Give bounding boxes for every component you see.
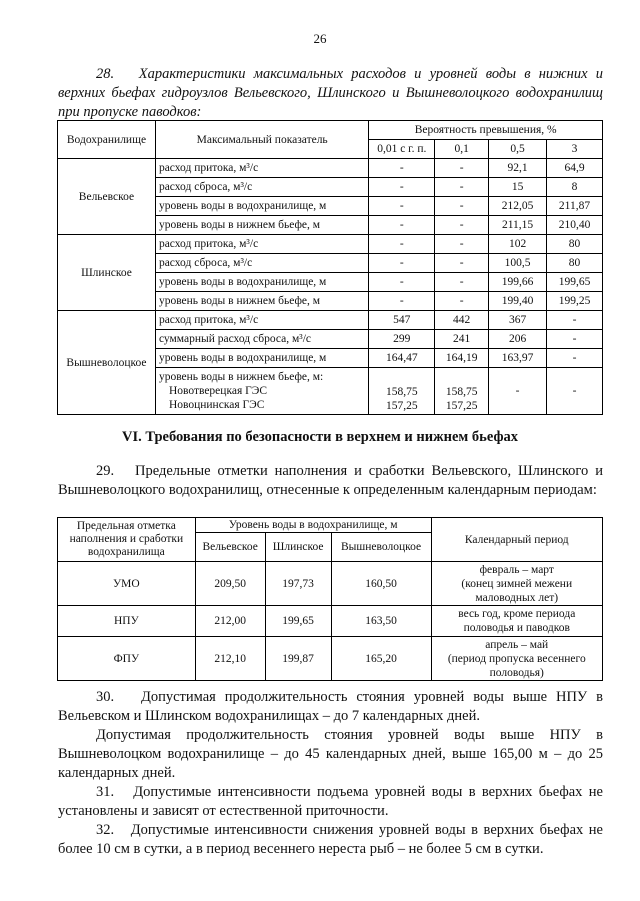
indicator-label-multiline (155, 368, 368, 415)
value-cell: - (547, 368, 603, 415)
indicator-label: уровень воды в нижнем бьефе, м (155, 292, 368, 311)
period-cell (431, 606, 602, 637)
value-cell: 210,40 (547, 216, 603, 235)
value-cell: 102 (489, 235, 547, 254)
value-cell: 209,50 (195, 562, 265, 606)
value-cell: 163,50 (331, 606, 431, 637)
value-cell: 164,19 (435, 349, 489, 368)
header-mark: Предельная отметка наполнения и сработки водохранилища (58, 518, 196, 562)
table-row (58, 311, 603, 330)
header-p001: 0,01 с г. п. (369, 140, 435, 159)
value-cell: - (369, 235, 435, 254)
table-row (58, 562, 603, 606)
period-line: весь год, кроме периода (458, 608, 576, 620)
reservoir-name: Вельевское (58, 159, 156, 235)
value-cell: 163,97 (489, 349, 547, 368)
header-shlin: Шлинское (265, 533, 331, 562)
value-line: 157,25 (445, 400, 478, 412)
table-row (58, 235, 603, 254)
paragraph-29: 29. Предельные отметки наполнения и сработки Вельевского, Шлинского и Вышневолоцкого водохранилищ, отнесенные к определенным календарным периодам: (58, 463, 603, 498)
value-cell: 164,47 (369, 349, 435, 368)
value-cell: - (435, 292, 489, 311)
value-cell: 547 (369, 311, 435, 330)
value-cell: - (369, 216, 435, 235)
value-cell: - (435, 197, 489, 216)
period-line: (период пропуска весеннего (447, 652, 586, 665)
table-row (58, 159, 603, 178)
reservoir-name: Вышневолоцкое (58, 311, 156, 415)
paragraph-31: 31. Допустимые интенсивности подъема уровней воды в верхних бьефах не установлены и зависят от естественной приточности. (58, 784, 603, 819)
value-line: 158,75 (445, 386, 478, 398)
sub-station-1: Новотверецкая ГЭС (168, 385, 268, 397)
value-cell: - (369, 197, 435, 216)
value-cell: - (547, 311, 603, 330)
value-cell: - (369, 159, 435, 178)
value-cell: 199,40 (489, 292, 547, 311)
value-cell: 199,66 (489, 273, 547, 292)
header-p05: 0,5 (489, 140, 547, 159)
indicator-label: расход притока, м³/с (155, 159, 368, 178)
fill-drawdown-marks-table (57, 517, 603, 681)
value-cell: 211,15 (489, 216, 547, 235)
value-cell: - (547, 330, 603, 349)
mark-cell: УМО (58, 562, 196, 606)
value-cell: - (369, 254, 435, 273)
period-line: (конец зимней межени (461, 577, 573, 590)
value-line: 157,25 (385, 400, 418, 412)
value-cell: - (489, 368, 547, 415)
paragraph-30: 30. Допустимая продолжительность стояния уровней воды выше НПУ в Вельевском и Шлинском водохранилищах – до 7 календарных дней. (58, 689, 603, 724)
period-line: половодья и паводков (463, 622, 570, 634)
value-cell: 199,87 (265, 637, 331, 681)
value-cell: - (435, 159, 489, 178)
value-cell: 206 (489, 330, 547, 349)
value-cell: - (369, 292, 435, 311)
header-level: Уровень воды в водохранилище, м (195, 518, 431, 533)
value-cell: 15 (489, 178, 547, 197)
header-indicator: Максимальный показатель (155, 121, 368, 159)
indicator-label: расход сброса, м³/с (155, 178, 368, 197)
period-cell (431, 562, 602, 606)
value-cell (369, 368, 435, 415)
value-cell: - (435, 254, 489, 273)
mark-cell: НПУ (58, 606, 196, 637)
paragraph-28: 28. Характеристики максимальных расходов и уровней воды в нижних и верхних бьефах гидроузлов Вельевского, Шлинского и Вышневолоцкого водохранилищ при пропуске паводков: (58, 66, 603, 120)
indicator-label: уровень воды в водохранилище, м (155, 197, 368, 216)
value-cell: - (435, 216, 489, 235)
value-cell: - (369, 273, 435, 292)
value-cell: 212,00 (195, 606, 265, 637)
value-cell: 241 (435, 330, 489, 349)
value-cell: 199,65 (547, 273, 603, 292)
indicator-label: расход сброса, м³/с (155, 254, 368, 273)
value-cell: 367 (489, 311, 547, 330)
mark-cell: ФПУ (58, 637, 196, 681)
header-velev: Вельевское (195, 533, 265, 562)
period-line: апрель – май (485, 638, 549, 651)
paragraph-32: 32. Допустимые интенсивности снижения уровней воды в верхних бьефах не более 10 см в сутки, а в период весеннего нереста рыб – не более 5 см в сутки. (58, 822, 603, 857)
indicator-label: уровень воды в водохранилище, м (155, 349, 368, 368)
indicator-label: расход притока, м³/с (155, 235, 368, 254)
value-cell: 165,20 (331, 637, 431, 681)
value-cell: - (547, 349, 603, 368)
indicator-label: уровень воды в нижнем бьефе, м (155, 216, 368, 235)
value-cell: - (435, 235, 489, 254)
period-line: половодья) (489, 666, 544, 679)
indicator-label: суммарный расход сброса, м³/с (155, 330, 368, 349)
value-cell (435, 368, 489, 415)
value-cell: - (369, 178, 435, 197)
header-probability: Вероятность превышения, % (369, 121, 603, 140)
table-row (58, 606, 603, 637)
table-row (58, 637, 603, 681)
value-cell: 100,5 (489, 254, 547, 273)
paragraph-30-continued: Допустимая продолжительность стояния уровней воды выше НПУ в Вышневолоцком водохранилище – до 45 календарных дней, выше 165,00 м – до 25 календарных дней. (58, 727, 603, 781)
value-cell: 80 (547, 254, 603, 273)
value-cell: 80 (547, 235, 603, 254)
header-vyshn: Вышневолоцкое (331, 533, 431, 562)
value-cell: 299 (369, 330, 435, 349)
value-cell: 212,05 (489, 197, 547, 216)
value-cell: 8 (547, 178, 603, 197)
period-line: маловодных лет) (475, 591, 559, 604)
header-period: Календарный период (431, 518, 602, 562)
period-line: февраль – март (479, 563, 554, 576)
header-p01: 0,1 (435, 140, 489, 159)
reservoir-name: Шлинское (58, 235, 156, 311)
value-cell: 64,9 (547, 159, 603, 178)
section-heading: VI. Требования по безопасности в верхнем и нижнем бьефах (122, 429, 518, 445)
value-cell: - (435, 178, 489, 197)
value-cell: 212,10 (195, 637, 265, 681)
indicator-label: уровень воды в водохранилище, м (155, 273, 368, 292)
page-number: 26 (313, 31, 327, 46)
sub-station-2: Новоцнинская ГЭС (168, 399, 265, 411)
value-cell: 197,73 (265, 562, 331, 606)
header-p3: 3 (547, 140, 603, 159)
indicator-label: уровень воды в нижнем бьефе, м: (158, 371, 324, 383)
value-cell: - (435, 273, 489, 292)
value-cell: 211,87 (547, 197, 603, 216)
value-line: 158,75 (385, 386, 418, 398)
value-cell: 199,65 (265, 606, 331, 637)
value-cell: 199,25 (547, 292, 603, 311)
header-reservoir: Водохранилище (58, 121, 156, 159)
value-cell: 442 (435, 311, 489, 330)
period-cell (431, 637, 602, 681)
value-cell: 92,1 (489, 159, 547, 178)
value-cell: 160,50 (331, 562, 431, 606)
flood-characteristics-table (57, 120, 603, 415)
indicator-label: расход притока, м³/с (155, 311, 368, 330)
